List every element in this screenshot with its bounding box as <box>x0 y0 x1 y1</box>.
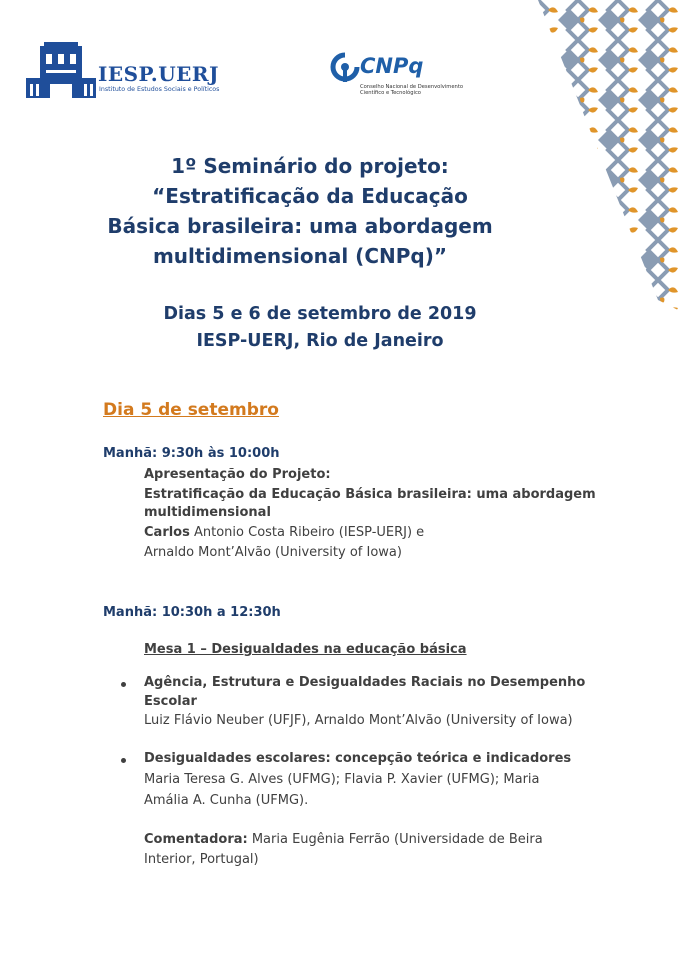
commentator-name: Maria Eugênia Ferrão (Universidade de Beira <box>247 832 543 847</box>
iesp-uerj-name: IESP.UERJ <box>98 62 220 86</box>
commentator-label: Comentadora: <box>144 832 248 847</box>
session-2-time: Manhã: 10:30h a 12:30h <box>103 605 281 620</box>
event-venue: IESP-UERJ, Rio de Janeiro <box>196 331 444 351</box>
event-dates: Dias 5 e 6 de setembro de 2019 <box>163 304 477 324</box>
speaker-first-name: Carlos <box>144 525 190 540</box>
decorative-tile-pattern <box>518 0 678 310</box>
title-line-2: “Estratificação da Educação <box>152 184 468 208</box>
session-1-time: Manhã: 9:30h às 10:00h <box>103 446 280 461</box>
cnpq-name: CNPq <box>360 54 424 78</box>
talk-2-authors-line1: Maria Teresa G. Alves (UFMG); Flavia P. Xavier (UFMG); Maria <box>144 772 540 787</box>
panel-title: Mesa 1 – Desigualdades na educação básica <box>144 642 467 657</box>
cnpq-emblem-icon <box>330 52 360 86</box>
iesp-uerj-logo <box>26 40 251 100</box>
building-icon <box>26 40 96 100</box>
day-heading: Dia 5 de setembro <box>103 400 279 420</box>
cnpq-logo <box>330 52 464 102</box>
cnpq-subtitle-line1: Conselho Nacional de Desenvolvimento <box>360 84 464 90</box>
cnpq-subtitle-line2: Científico e Tecnológico <box>360 90 421 96</box>
iesp-subtitle: Instituto de Estudos Sociais e Políticos <box>99 86 220 93</box>
presentation-speaker-1 <box>144 523 424 543</box>
presentation-title-line2: multidimensional <box>144 505 271 520</box>
talk-1-title-line1: Agência, Estrutura e Desigualdades Raciais no Desempenho <box>144 675 586 690</box>
talk-2-authors-line2: Amália A. Cunha (UFMG). <box>144 793 309 808</box>
presentation-title-line1: Estratificação da Educação Básica brasileira: uma abordagem <box>144 487 596 502</box>
commentator-line1 <box>144 830 543 850</box>
presentation-label: Apresentação do Projeto: <box>144 467 331 482</box>
presentation-speaker-2: Arnaldo Mont’Alvão (University of Iowa) <box>144 545 402 560</box>
speaker-rest: Antonio Costa Ribeiro (IESP-UERJ) e <box>189 525 425 540</box>
bullet-icon <box>121 758 126 763</box>
title-line-3: Básica brasileira: uma abordagem <box>107 214 493 238</box>
bullet-icon <box>121 682 126 687</box>
title-line-4: multidimensional (CNPq)” <box>152 244 448 268</box>
talk-1-authors: Luiz Flávio Neuber (UFJF), Arnaldo Mont’Alvão (University of Iowa) <box>144 713 573 728</box>
commentator-line2: Interior, Portugal) <box>144 852 259 867</box>
talk-2-title: Desigualdades escolares: concepção teórica e indicadores <box>144 751 572 766</box>
talk-1-title-line2: Escolar <box>144 694 197 709</box>
title-line-1: 1º Seminário do projeto: <box>171 154 449 178</box>
